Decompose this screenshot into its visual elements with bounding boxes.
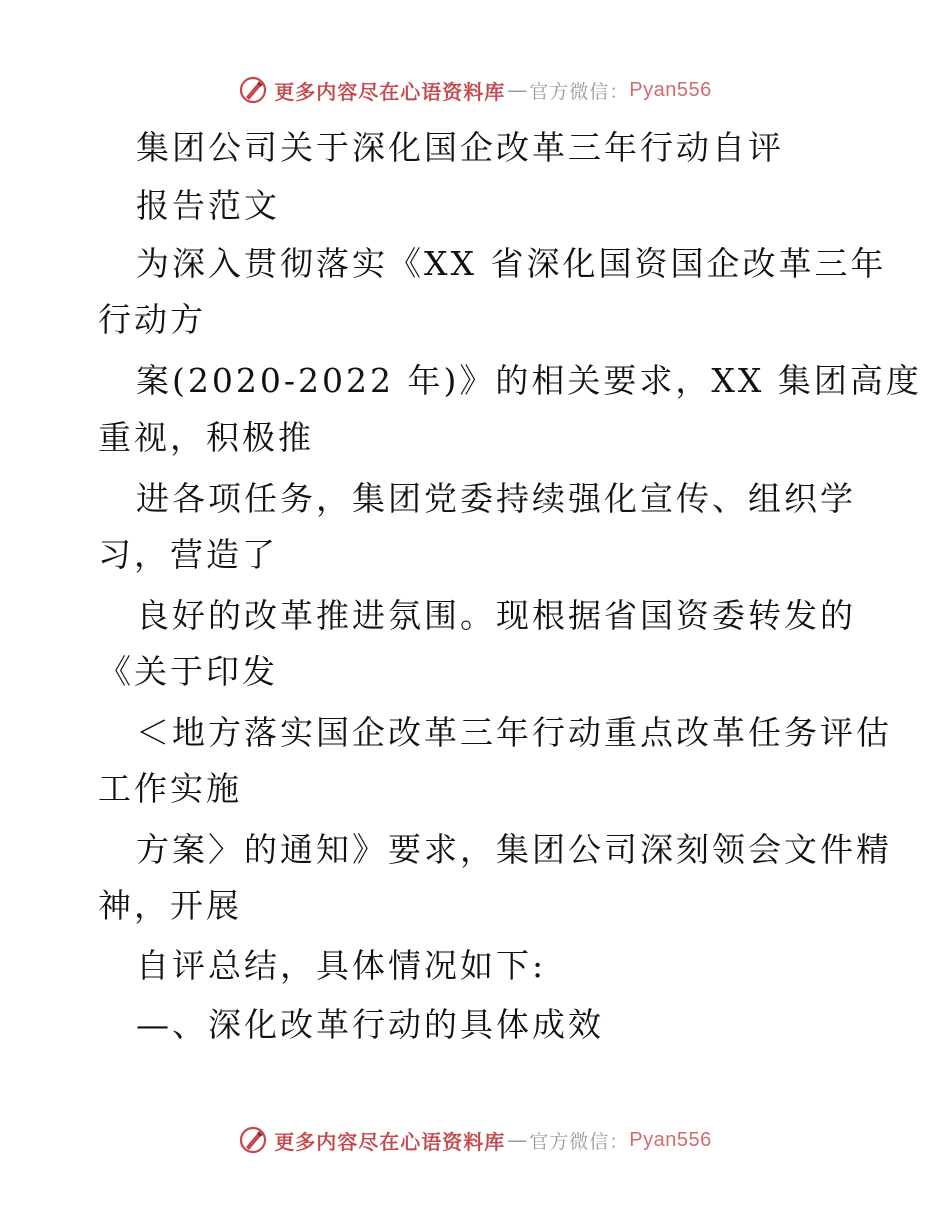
banner-separator: — [507,78,528,102]
document-title-line-1: 集团公司关于深化国企改革三年行动自评 [136,128,784,167]
banner-text: 更多内容尽在心语资料库 [274,1129,506,1154]
footer-banner [0,1120,950,1160]
banner-text: 更多内容尽在心语资料库 [274,79,506,104]
header-banner [0,70,950,110]
paragraph-line: 行动方 [98,300,206,339]
paragraph-line: 《关于印发 [98,652,278,691]
paragraph-line: 良好的改革推进氛围。现根据省国资委转发的 [136,596,856,635]
section-heading: —、深化改革行动的具体成效 [136,1005,604,1044]
banner-wechat-label: 官方微信： [529,1130,630,1153]
banner-wechat-id: Pyan556 [629,78,712,101]
paragraph-line: 为深入贯彻落实《XX 省深化国资国企改革三年 [136,244,887,283]
red-pen-logo-icon [238,1125,268,1155]
paragraph-line: 自评总结，具体情况如下: [136,946,547,985]
paragraph-line: 案(2020-2022 年)》的相关要求，XX 集团高度 [136,361,922,400]
paragraph-line: 习，营造了 [98,535,278,574]
paragraph-line: 重视，积极推 [98,418,314,457]
paragraph-line: 进各项任务，集团党委持续强化宣传、组织学 [136,479,856,518]
paragraph-line: ＜地方落实国企改革三年行动重点改革任务评估 [136,713,892,752]
banner-separator: — [507,1128,528,1152]
paragraph-line: 工作实施 [98,769,242,808]
red-pen-logo-icon [238,75,268,105]
paragraph-line: 神，开展 [98,886,242,925]
banner-wechat-label: 官方微信： [529,80,630,103]
banner-wechat-id: Pyan556 [629,1128,712,1151]
paragraph-line: 方案〉的通知》要求，集团公司深刻领会文件精 [136,830,892,869]
document-title-line-2: 报告范文 [136,186,280,225]
